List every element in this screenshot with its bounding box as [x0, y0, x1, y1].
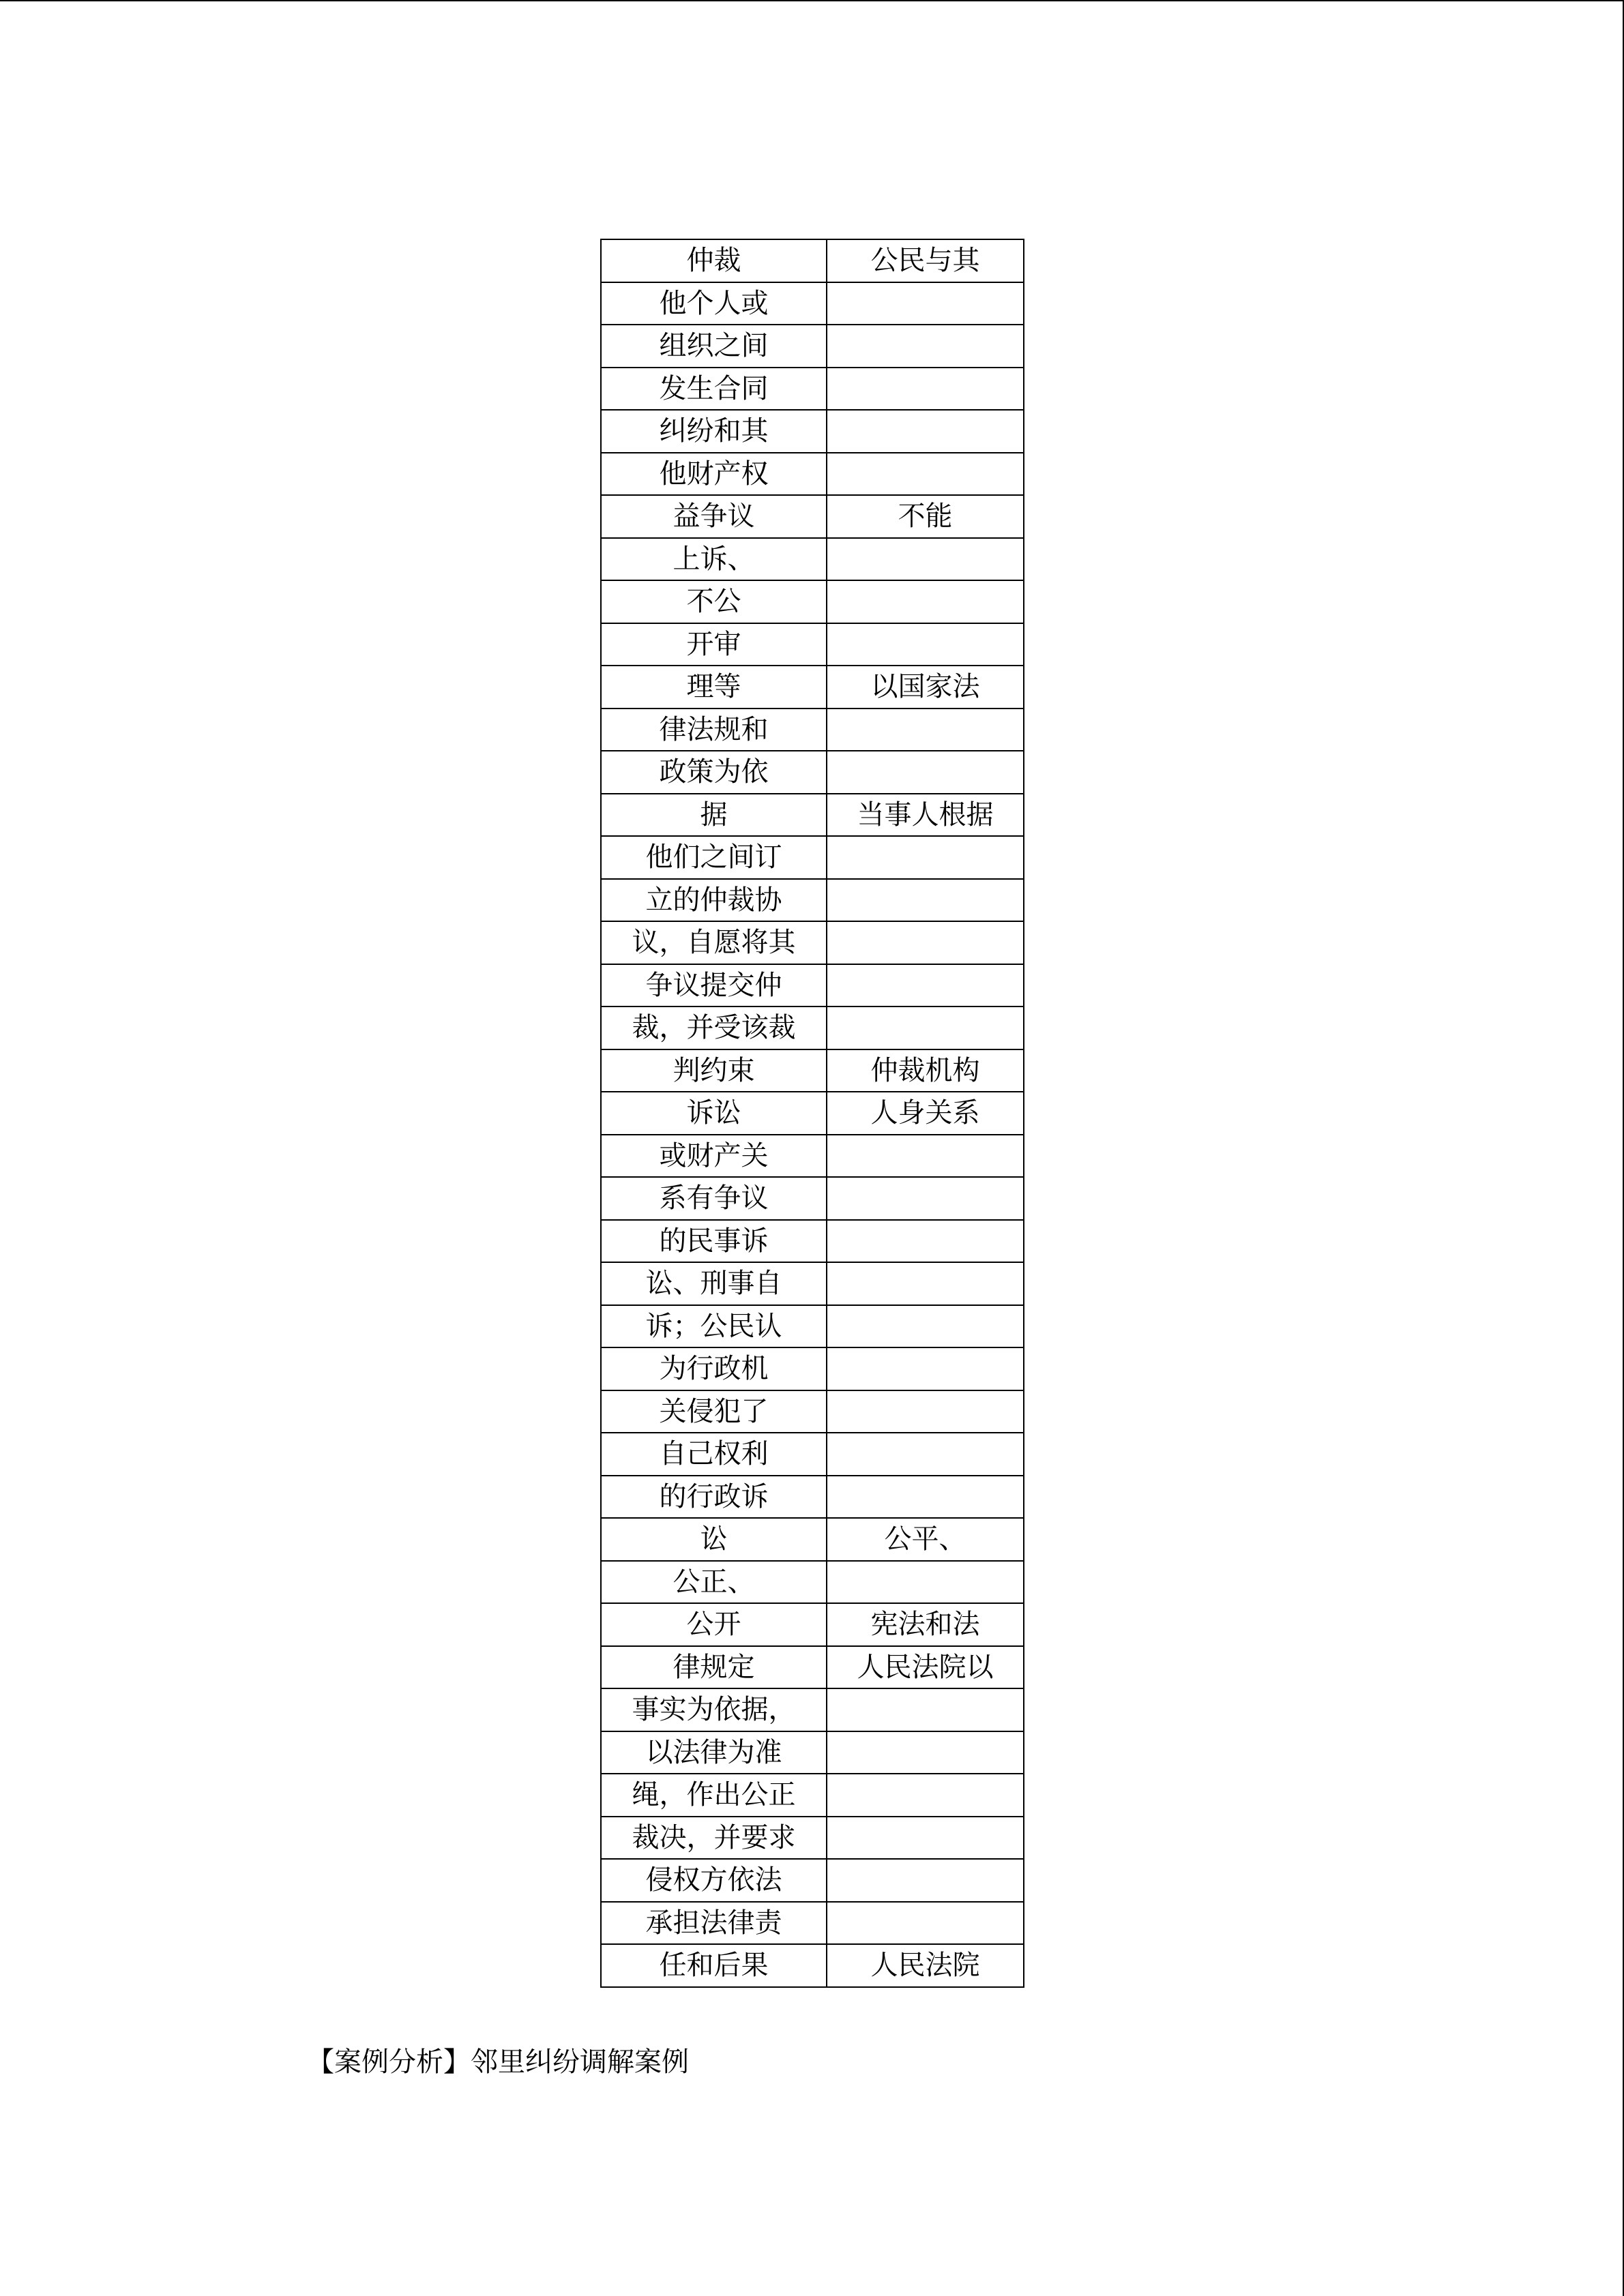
- table-cell-col1: 立的仲裁协: [601, 879, 827, 922]
- table-cell-col2: [827, 1688, 1024, 1731]
- table-cell-col1: 纠纷和其: [601, 410, 827, 453]
- table-row: [601, 580, 1024, 623]
- table-cell-col1: 绳，作出公正: [601, 1774, 827, 1817]
- table-row: [601, 1646, 1024, 1689]
- table-cell-col2: [827, 1262, 1024, 1305]
- table-row: [601, 1049, 1024, 1092]
- table-row: [601, 410, 1024, 453]
- table-row: [601, 921, 1024, 964]
- table-row: [601, 282, 1024, 325]
- table-cell-col2: [827, 1902, 1024, 1945]
- table-row: [601, 1518, 1024, 1561]
- table-cell-col1: 自己权利: [601, 1433, 827, 1476]
- table-cell-col2: [827, 1177, 1024, 1220]
- table-cell-col1: 诉讼: [601, 1092, 827, 1135]
- table-cell-col1: 仲裁: [601, 239, 827, 282]
- table-row: [601, 709, 1024, 751]
- table-row: [601, 1944, 1024, 1987]
- table-row: [601, 495, 1024, 538]
- table-cell-col2: 不能: [827, 495, 1024, 538]
- table-cell-col1: 任和后果: [601, 1944, 827, 1987]
- table-cell-col1: 开审: [601, 623, 827, 666]
- table-row: [601, 1859, 1024, 1902]
- table-cell-col1: 承担法律责: [601, 1902, 827, 1945]
- table-cell-col2: 宪法和法: [827, 1603, 1024, 1646]
- table-row: [601, 1902, 1024, 1945]
- table-cell-col1: 他们之间订: [601, 836, 827, 879]
- table-row: [601, 836, 1024, 879]
- table-row: [601, 666, 1024, 709]
- table-cell-col1: 公正、: [601, 1561, 827, 1604]
- table-cell-col2: 公民与其: [827, 239, 1024, 282]
- table-cell-col2: [827, 1561, 1024, 1604]
- table-cell-col1: 侵权方依法: [601, 1859, 827, 1902]
- table-row: [601, 1433, 1024, 1476]
- table-body: [601, 239, 1024, 1987]
- table-cell-col2: [827, 1135, 1024, 1178]
- table-row: [601, 1305, 1024, 1348]
- table-cell-col1: 裁，并受该裁: [601, 1007, 827, 1049]
- table-row: [601, 1347, 1024, 1390]
- table-cell-col2: [827, 368, 1024, 411]
- table-row: [601, 1731, 1024, 1774]
- table-cell-col1: 或财产关: [601, 1135, 827, 1178]
- table-row: [601, 623, 1024, 666]
- table-cell-col1: 讼: [601, 1518, 827, 1561]
- table-row: [601, 1262, 1024, 1305]
- table-row: [601, 453, 1024, 496]
- table-row: [601, 538, 1024, 581]
- table-cell-col2: [827, 709, 1024, 751]
- table-row: [601, 1220, 1024, 1263]
- table-cell-col1: 的行政诉: [601, 1476, 827, 1519]
- table-cell-col1: 争议提交仲: [601, 964, 827, 1007]
- table-cell-col1: 上诉、: [601, 538, 827, 581]
- table-cell-col1: 不公: [601, 580, 827, 623]
- table-cell-col2: 人身关系: [827, 1092, 1024, 1135]
- table-cell-col1: 关侵犯了: [601, 1390, 827, 1433]
- table-cell-col1: 讼、刑事自: [601, 1262, 827, 1305]
- table-cell-col2: [827, 1305, 1024, 1348]
- table-row: [601, 1007, 1024, 1049]
- table-cell-col2: [827, 325, 1024, 368]
- table-row: [601, 239, 1024, 282]
- table-cell-col2: [827, 964, 1024, 1007]
- table-cell-col2: [827, 1433, 1024, 1476]
- table-row: [601, 964, 1024, 1007]
- table-cell-col1: 裁决，并要求: [601, 1817, 827, 1860]
- table-cell-col2: [827, 1476, 1024, 1519]
- table-row: [601, 794, 1024, 837]
- table-row: [601, 1688, 1024, 1731]
- table-cell-col2: [827, 751, 1024, 794]
- table-cell-col2: [827, 836, 1024, 879]
- table-cell-col2: [827, 538, 1024, 581]
- table-cell-col1: 他财产权: [601, 453, 827, 496]
- table-row: [601, 1603, 1024, 1646]
- table-cell-col2: [827, 1774, 1024, 1817]
- table-row: [601, 1390, 1024, 1433]
- table-cell-col1: 理等: [601, 666, 827, 709]
- table-row: [601, 1135, 1024, 1178]
- table-cell-col2: 以国家法: [827, 666, 1024, 709]
- table-cell-col2: [827, 453, 1024, 496]
- table-cell-col2: [827, 1731, 1024, 1774]
- table-row: [601, 368, 1024, 411]
- table-cell-col1: 诉；公民认: [601, 1305, 827, 1348]
- table-cell-col1: 的民事诉: [601, 1220, 827, 1263]
- table-row: [601, 325, 1024, 368]
- table-cell-col2: [827, 623, 1024, 666]
- table-cell-col2: 公平、: [827, 1518, 1024, 1561]
- table-cell-col2: [827, 879, 1024, 922]
- case-analysis-heading: 【案例分析】邻里纠纷调解案例: [307, 2046, 689, 2078]
- table-cell-col1: 律法规和: [601, 709, 827, 751]
- table-row: [601, 1177, 1024, 1220]
- table-cell-col1: 事实为依据，: [601, 1688, 827, 1731]
- table-cell-col2: [827, 410, 1024, 453]
- table-cell-col2: 当事人根据: [827, 794, 1024, 837]
- table-row: [601, 1092, 1024, 1135]
- comparison-table: [600, 239, 1024, 1988]
- page-top-border: [0, 0, 1624, 1]
- table-cell-col1: 政策为依: [601, 751, 827, 794]
- table-cell-col2: [827, 1007, 1024, 1049]
- table-cell-col1: 议，自愿将其: [601, 921, 827, 964]
- table-cell-col2: [827, 1859, 1024, 1902]
- table-cell-col2: 人民法院: [827, 1944, 1024, 1987]
- table-cell-col1: 系有争议: [601, 1177, 827, 1220]
- table-row: [601, 879, 1024, 922]
- table-cell-col2: [827, 1347, 1024, 1390]
- table-cell-col2: [827, 282, 1024, 325]
- table-cell-col1: 律规定: [601, 1646, 827, 1689]
- table-cell-col1: 组织之间: [601, 325, 827, 368]
- table-cell-col2: 仲裁机构: [827, 1049, 1024, 1092]
- table-cell-col2: [827, 580, 1024, 623]
- table-cell-col2: 人民法院以: [827, 1646, 1024, 1689]
- table-cell-col1: 判约束: [601, 1049, 827, 1092]
- table-cell-col2: [827, 921, 1024, 964]
- table-cell-col1: 益争议: [601, 495, 827, 538]
- table-cell-col1: 为行政机: [601, 1347, 827, 1390]
- table-cell-col1: 发生合同: [601, 368, 827, 411]
- table-cell-col2: [827, 1390, 1024, 1433]
- table-row: [601, 1774, 1024, 1817]
- table-cell-col2: [827, 1817, 1024, 1860]
- table-cell-col1: 公开: [601, 1603, 827, 1646]
- table-row: [601, 751, 1024, 794]
- table-cell-col1: 他个人或: [601, 282, 827, 325]
- table-row: [601, 1476, 1024, 1519]
- table-cell-col1: 据: [601, 794, 827, 837]
- table-cell-col1: 以法律为准: [601, 1731, 827, 1774]
- table-cell-col2: [827, 1220, 1024, 1263]
- table-row: [601, 1817, 1024, 1860]
- table-row: [601, 1561, 1024, 1604]
